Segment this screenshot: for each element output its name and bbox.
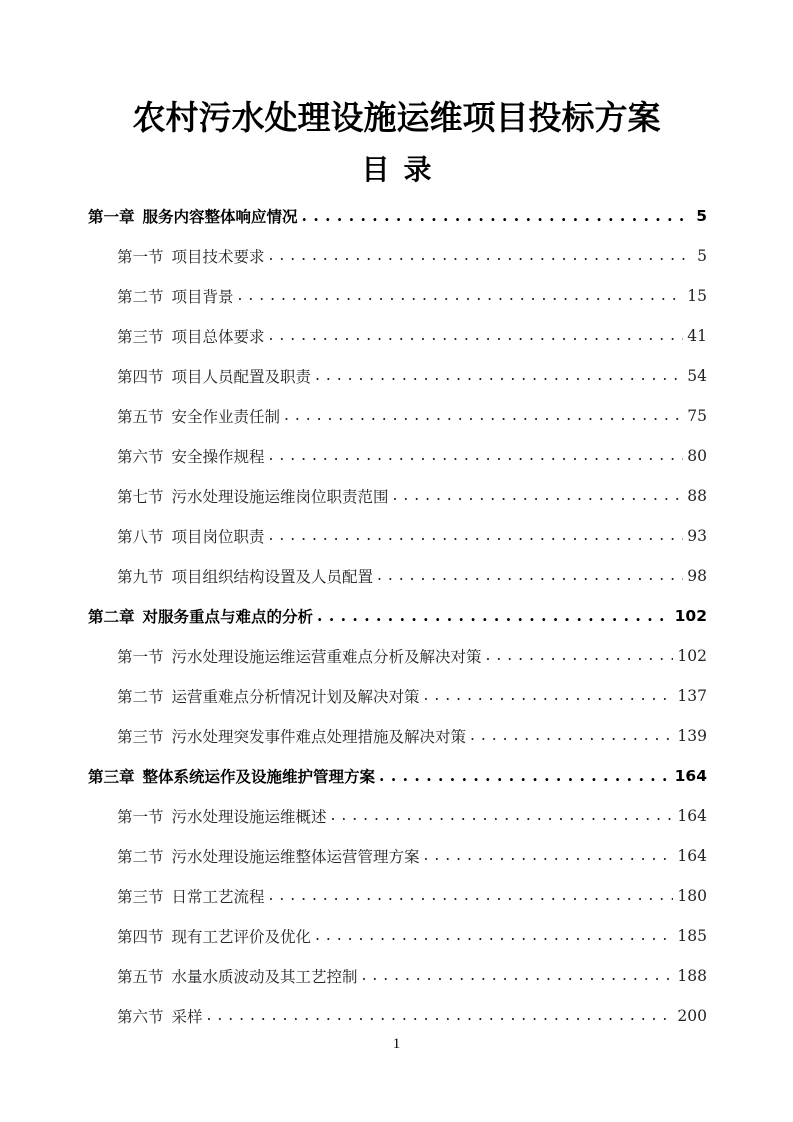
toc-entry-number: 第四节 <box>117 928 164 946</box>
toc-entry-page: 54 <box>687 367 707 385</box>
toc-entry-number: 第三节 <box>117 888 164 906</box>
dot-leader <box>269 528 684 544</box>
dot-leader <box>207 1008 674 1024</box>
toc-entry-title: 运营重难点分析情况计划及解决对策 <box>171 688 420 706</box>
toc-section-entry[interactable] <box>117 916 707 956</box>
toc-chapter-entry[interactable] <box>88 756 707 796</box>
toc-entry-page: 88 <box>687 487 707 505</box>
toc-entry-number: 第六节 <box>117 448 164 466</box>
toc-section-entry[interactable] <box>117 516 707 556</box>
toc-entry-title: 安全作业责任制 <box>171 408 281 426</box>
toc-entry-title: 安全操作规程 <box>171 448 265 466</box>
toc-section-entry[interactable] <box>117 956 707 996</box>
dot-leader <box>470 728 673 744</box>
toc-entry-page: 164 <box>674 767 707 785</box>
toc-entry-title: 项目技术要求 <box>171 248 265 266</box>
toc-heading: 目录 <box>361 153 446 186</box>
dot-leader <box>331 808 674 824</box>
toc-entry-page: 139 <box>677 727 707 745</box>
toc-entry-number: 第八节 <box>117 528 164 546</box>
toc-section-entry[interactable] <box>117 356 707 396</box>
toc-entry-number: 第三节 <box>117 328 164 346</box>
toc-entry-title: 项目岗位职责 <box>171 528 265 546</box>
dot-leader <box>317 608 671 624</box>
dot-leader <box>269 328 684 344</box>
dot-leader <box>377 568 683 584</box>
toc-entry-page: 80 <box>687 447 707 465</box>
toc-section-entry[interactable] <box>117 716 707 756</box>
dot-leader <box>269 248 689 264</box>
toc-entry-title: 污水处理设施运维整体运营管理方案 <box>171 848 420 866</box>
toc-entry-number: 第五节 <box>117 408 164 426</box>
toc-entry-number: 第二节 <box>117 288 164 306</box>
toc-section-entry[interactable] <box>117 676 707 716</box>
toc-section-entry[interactable] <box>117 836 707 876</box>
toc-entry-page: 5 <box>696 207 707 225</box>
toc-entry-page: 137 <box>677 687 707 705</box>
toc-entry-title: 项目人员配置及职责 <box>171 368 312 386</box>
toc-entry-page: 200 <box>677 1007 707 1025</box>
dot-leader <box>284 408 683 424</box>
toc-section-entry[interactable] <box>117 636 707 676</box>
toc-entry-title: 污水处理设施运维概述 <box>171 808 327 826</box>
toc-entry-number: 第二节 <box>117 688 164 706</box>
toc-entry-page: 102 <box>674 607 707 625</box>
toc-section-entry[interactable] <box>117 996 707 1036</box>
toc-section-entry[interactable] <box>117 316 707 356</box>
toc-entry-number: 第二章 <box>88 608 135 626</box>
document-title: 农村污水处理设施运维项目投标方案 <box>132 98 661 137</box>
toc-section-entry[interactable] <box>117 556 707 596</box>
toc-entry-title: 水量水质波动及其工艺控制 <box>171 968 358 986</box>
page-number: 1 <box>392 1036 401 1052</box>
toc-entry-title: 项目背景 <box>171 288 234 306</box>
toc-section-entry[interactable] <box>117 276 707 316</box>
dot-leader <box>379 768 671 784</box>
toc-entry-title: 服务内容整体响应情况 <box>142 208 298 226</box>
toc-entry-number: 第一节 <box>117 648 164 666</box>
toc-entry-number: 第七节 <box>117 488 164 506</box>
toc-entry-number: 第一节 <box>117 248 164 266</box>
dot-leader <box>393 488 684 504</box>
toc-entry-number: 第四节 <box>117 368 164 386</box>
toc-entry-title: 采样 <box>171 1008 203 1026</box>
dot-leader <box>362 968 674 984</box>
toc-entry-page: 75 <box>687 407 707 425</box>
dot-leader <box>302 208 689 224</box>
dot-leader <box>269 888 674 904</box>
toc-entry-page: 188 <box>677 967 707 985</box>
toc-chapter-entry[interactable] <box>88 196 707 236</box>
toc-entry-page: 5 <box>697 247 707 265</box>
toc-section-entry[interactable] <box>117 796 707 836</box>
toc-section-entry[interactable] <box>117 436 707 476</box>
toc-entry-page: 98 <box>687 567 707 585</box>
toc-entry-title: 污水处理设施运维岗位职责范围 <box>171 488 389 506</box>
toc-entry-title: 污水处理设施运维运营重难点分析及解决对策 <box>171 648 482 666</box>
dot-leader <box>269 448 684 464</box>
toc-entry-title: 整体系统运作及设施维护管理方案 <box>142 768 376 786</box>
dot-leader <box>315 928 673 944</box>
toc-entry-number: 第二节 <box>117 848 164 866</box>
toc-section-entry[interactable] <box>117 396 707 436</box>
toc-entry-title: 污水处理突发事件难点处理措施及解决对策 <box>171 728 467 746</box>
toc-entry-number: 第九节 <box>117 568 164 586</box>
toc-entry-page: 180 <box>677 887 707 905</box>
toc-entry-number: 第一节 <box>117 808 164 826</box>
toc-section-entry[interactable] <box>117 236 707 276</box>
toc-entry-page: 15 <box>687 287 707 305</box>
toc-entry-page: 185 <box>677 927 707 945</box>
dot-leader <box>424 688 674 704</box>
dot-leader <box>486 648 674 664</box>
toc-entry-number: 第六节 <box>117 1008 164 1026</box>
toc-entry-number: 第三节 <box>117 728 164 746</box>
toc-entry-number: 第一章 <box>88 208 135 226</box>
toc-entry-number: 第五节 <box>117 968 164 986</box>
toc-entry-title: 对服务重点与难点的分析 <box>142 608 314 626</box>
toc-chapter-entry[interactable] <box>88 596 707 636</box>
toc-entry-title: 日常工艺流程 <box>171 888 265 906</box>
toc-entry-title: 现有工艺评价及优化 <box>171 928 312 946</box>
toc-entry-page: 93 <box>687 527 707 545</box>
toc-entry-page: 164 <box>677 807 707 825</box>
toc-entry-number: 第三章 <box>88 768 135 786</box>
toc-section-entry[interactable] <box>117 476 707 516</box>
toc-entry-page: 41 <box>687 327 707 345</box>
toc-entry-page: 102 <box>677 647 707 665</box>
toc-entry-page: 164 <box>677 847 707 865</box>
dot-leader <box>315 368 683 384</box>
toc-section-entry[interactable] <box>117 876 707 916</box>
toc-entry-title: 项目总体要求 <box>171 328 265 346</box>
dot-leader <box>238 288 684 304</box>
toc-entry-title: 项目组织结构设置及人员配置 <box>171 568 374 586</box>
dot-leader <box>424 848 674 864</box>
